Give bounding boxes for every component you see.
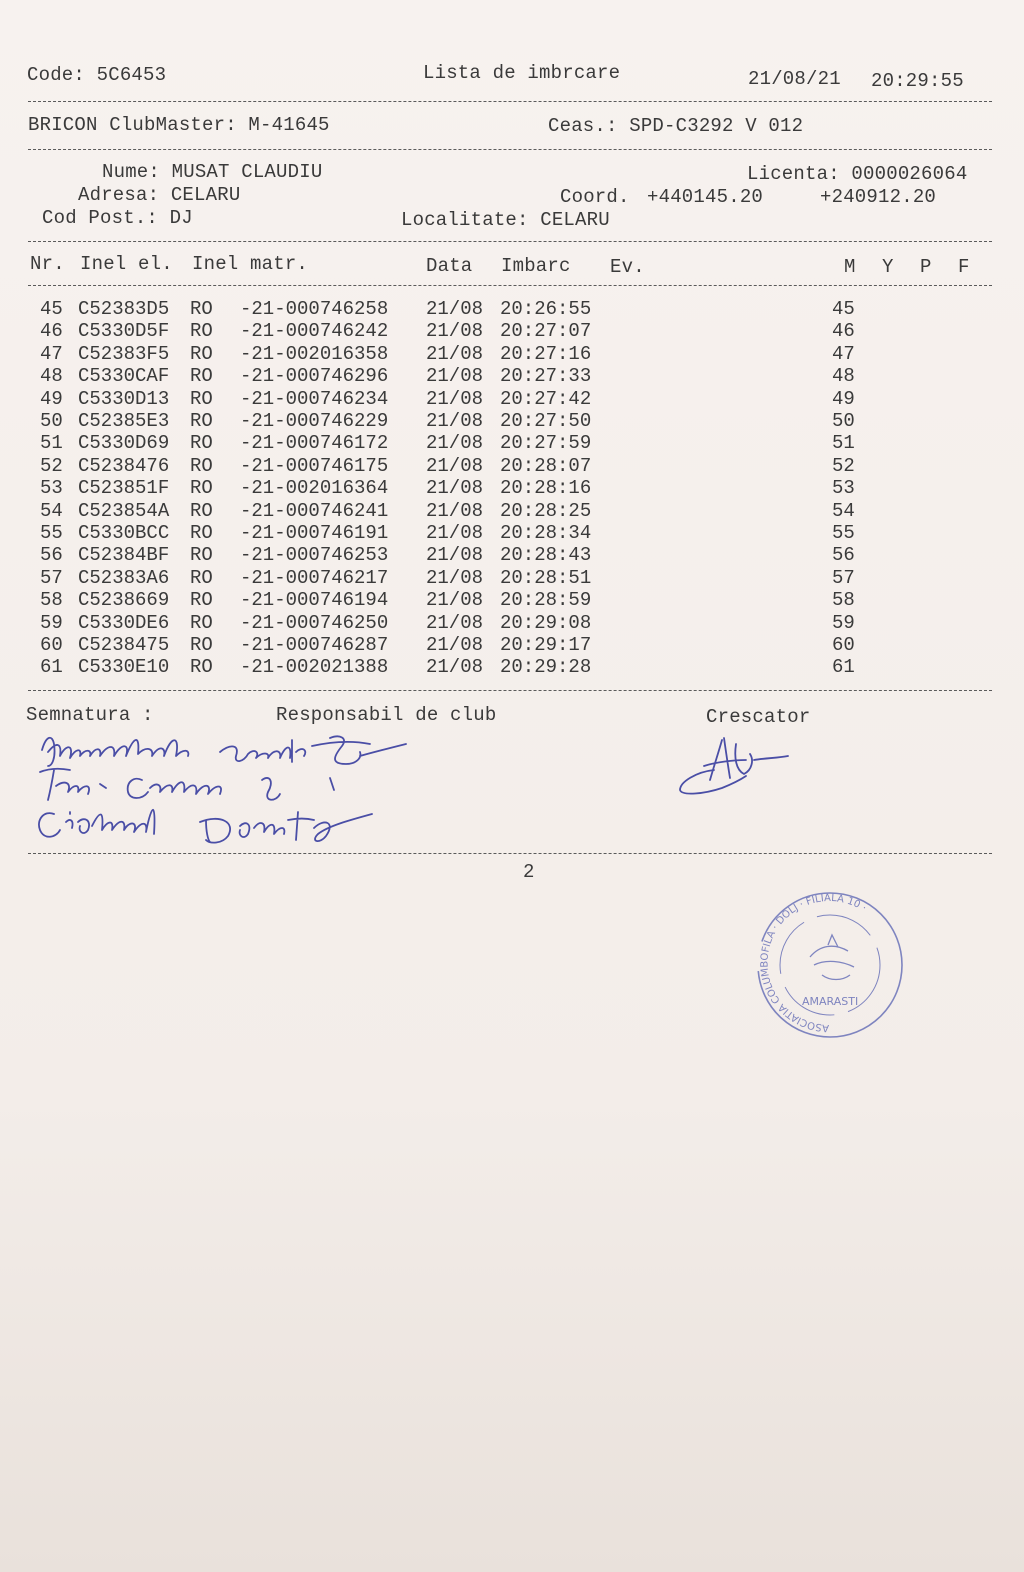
row-country: RO xyxy=(190,477,213,500)
row-date: 21/08 xyxy=(426,634,484,656)
row-inel-matr: -21-000746296 xyxy=(240,365,389,388)
row-country: RO xyxy=(190,499,213,522)
row-m: 61 xyxy=(832,656,855,679)
row-inel-el: C5330D5F xyxy=(78,320,170,343)
row-inel-matr: -21-000746253 xyxy=(240,544,389,567)
row-inel-el: C52383A6 xyxy=(78,566,170,589)
row-nr: 49 xyxy=(40,387,63,410)
row-inel-matr: -21-000746217 xyxy=(240,566,389,589)
row-inel-matr: -21-000746175 xyxy=(240,454,389,477)
row-date: 21/08 xyxy=(426,589,484,612)
divider xyxy=(28,690,992,691)
divider xyxy=(28,285,992,286)
row-time: 20:28:16 xyxy=(500,477,592,500)
table-row xyxy=(0,365,1024,387)
list-title: Lista de imbrcare xyxy=(423,62,621,84)
row-nr: 48 xyxy=(40,365,63,388)
row-time: 20:29:28 xyxy=(500,656,592,679)
breeder-label: Crescator xyxy=(706,706,811,728)
col-imbarc: Imbarc xyxy=(501,255,571,277)
table-row xyxy=(0,320,1024,342)
locality: Localitate: CELARU xyxy=(401,209,610,231)
table-row xyxy=(0,410,1024,432)
row-m: 45 xyxy=(832,298,855,320)
row-inel-matr: -21-000746241 xyxy=(240,499,389,522)
row-time: 20:27:42 xyxy=(500,387,592,410)
table-row xyxy=(0,612,1024,634)
col-inel-el: Inel el. xyxy=(80,253,173,275)
row-time: 20:28:51 xyxy=(500,566,592,589)
row-inel-matr: -21-000746250 xyxy=(240,611,389,634)
svg-text:AMARASTI: AMARASTI xyxy=(802,995,859,1008)
signature-label: Semnatura : xyxy=(26,704,154,726)
row-inel-matr: -21-002016364 xyxy=(240,477,389,500)
club-stamp xyxy=(752,885,907,1045)
row-inel-el: C52383D5 xyxy=(78,298,170,320)
row-inel-matr: -21-002021388 xyxy=(240,656,389,679)
row-m: 48 xyxy=(832,365,855,388)
table-row xyxy=(0,500,1024,522)
row-inel-el: C523851F xyxy=(78,477,170,500)
row-inel-el: C523854A xyxy=(78,499,170,522)
row-nr: 56 xyxy=(40,544,63,567)
row-inel-el: C5238475 xyxy=(78,634,170,656)
row-date: 21/08 xyxy=(426,522,484,544)
row-date: 21/08 xyxy=(426,320,484,343)
club-master: BRICON ClubMaster: M-41645 xyxy=(28,114,330,136)
row-m: 47 xyxy=(832,342,855,365)
row-time: 20:27:50 xyxy=(500,410,592,432)
row-inel-matr: -21-000746191 xyxy=(240,522,389,544)
row-nr: 51 xyxy=(40,432,63,455)
row-date: 21/08 xyxy=(426,410,484,432)
clock-id: Ceas.: SPD-C3292 V 012 xyxy=(548,115,804,137)
row-time: 20:29:08 xyxy=(500,611,592,634)
table-row xyxy=(0,298,1024,320)
row-country: RO xyxy=(190,589,213,612)
print-date: 21/08/21 xyxy=(748,68,841,90)
row-nr: 45 xyxy=(40,298,63,320)
row-country: RO xyxy=(190,634,213,656)
row-inel-el: C5330CAF xyxy=(78,365,170,388)
row-nr: 52 xyxy=(40,454,63,477)
row-time: 20:27:33 xyxy=(500,365,592,388)
row-m: 55 xyxy=(832,522,855,544)
row-time: 20:29:17 xyxy=(500,634,592,656)
row-country: RO xyxy=(190,387,213,410)
row-inel-el: C5330E10 xyxy=(78,656,170,679)
print-time: 20:29:55 xyxy=(871,70,964,92)
col-inel-matr: Inel matr. xyxy=(192,253,309,275)
club-responsible-label: Responsabil de club xyxy=(276,704,497,726)
svg-text:ASOCIATIA COLUMBOFILA · DOLJ ·: ASOCIATIA COLUMBOFILA · DOLJ · FILIALA 10 · xyxy=(759,892,869,1034)
row-nr: 59 xyxy=(40,611,63,634)
row-country: RO xyxy=(190,454,213,477)
row-country: RO xyxy=(190,432,213,455)
row-date: 21/08 xyxy=(426,342,484,365)
table-row xyxy=(0,567,1024,589)
row-date: 21/08 xyxy=(426,432,484,455)
row-inel-el: C5238476 xyxy=(78,454,170,477)
divider xyxy=(28,241,992,242)
row-date: 21/08 xyxy=(426,298,484,320)
row-m: 51 xyxy=(832,432,855,455)
divider xyxy=(28,853,992,854)
col-nr: Nr. xyxy=(30,253,65,275)
table-row xyxy=(0,388,1024,410)
license-number: Licenta: 0000026064 xyxy=(747,163,968,185)
row-date: 21/08 xyxy=(426,544,484,567)
coord-lon: +240912.20 xyxy=(820,186,937,208)
row-time: 20:28:25 xyxy=(500,499,592,522)
table-row xyxy=(0,343,1024,365)
row-nr: 54 xyxy=(40,499,63,522)
table-row xyxy=(0,589,1024,611)
row-country: RO xyxy=(190,342,213,365)
row-nr: 50 xyxy=(40,410,63,432)
row-time: 20:27:59 xyxy=(500,432,592,455)
row-inel-matr: -21-000746287 xyxy=(240,634,389,656)
table-row xyxy=(0,634,1024,656)
table-row xyxy=(0,432,1024,454)
page-number: 2 xyxy=(523,861,535,883)
table-row xyxy=(0,455,1024,477)
coord-label: Coord. xyxy=(560,186,630,208)
row-country: RO xyxy=(190,544,213,567)
row-m: 50 xyxy=(832,410,855,432)
table-row xyxy=(0,477,1024,499)
row-m: 52 xyxy=(832,454,855,477)
row-inel-matr: -21-000746242 xyxy=(240,320,389,343)
row-nr: 61 xyxy=(40,656,63,679)
row-inel-matr: -21-000746234 xyxy=(240,387,389,410)
row-nr: 60 xyxy=(40,634,63,656)
row-time: 20:27:16 xyxy=(500,342,592,365)
row-country: RO xyxy=(190,611,213,634)
row-time: 20:27:07 xyxy=(500,320,592,343)
row-inel-el: C52384BF xyxy=(78,544,170,567)
table-row xyxy=(0,544,1024,566)
row-date: 21/08 xyxy=(426,365,484,388)
row-time: 20:28:34 xyxy=(500,522,592,544)
row-m: 54 xyxy=(832,499,855,522)
row-date: 21/08 xyxy=(426,477,484,500)
row-m: 58 xyxy=(832,589,855,612)
row-country: RO xyxy=(190,320,213,343)
row-m: 53 xyxy=(832,477,855,500)
row-m: 57 xyxy=(832,566,855,589)
row-m: 59 xyxy=(832,611,855,634)
row-inel-el: C5330D13 xyxy=(78,387,170,410)
row-time: 20:28:07 xyxy=(500,454,592,477)
code-label: Code: 5C6453 xyxy=(27,64,167,86)
coord-lat: +440145.20 xyxy=(647,186,764,208)
row-nr: 57 xyxy=(40,566,63,589)
row-date: 21/08 xyxy=(426,454,484,477)
row-inel-el: C5330D69 xyxy=(78,432,170,455)
row-nr: 58 xyxy=(40,589,63,612)
col-f: F xyxy=(958,256,970,278)
row-date: 21/08 xyxy=(426,656,484,679)
col-data: Data xyxy=(426,255,473,277)
divider xyxy=(28,101,992,102)
row-m: 46 xyxy=(832,320,855,343)
row-date: 21/08 xyxy=(426,611,484,634)
row-m: 49 xyxy=(832,387,855,410)
row-country: RO xyxy=(190,522,213,544)
row-inel-matr: -21-000746258 xyxy=(240,298,389,320)
row-inel-el: C5330BCC xyxy=(78,522,170,544)
col-y: Y xyxy=(882,256,894,278)
divider xyxy=(28,149,992,150)
row-m: 56 xyxy=(832,544,855,567)
col-ev: Ev. xyxy=(610,256,645,278)
owner-name: Nume: MUSAT CLAUDIU xyxy=(102,161,323,183)
table-row xyxy=(0,656,1024,678)
row-date: 21/08 xyxy=(426,387,484,410)
row-inel-el: C52383F5 xyxy=(78,342,170,365)
row-time: 20:28:59 xyxy=(500,589,592,612)
row-inel-matr: -21-000746194 xyxy=(240,589,389,612)
row-date: 21/08 xyxy=(426,499,484,522)
col-m: M xyxy=(844,256,856,278)
row-nr: 47 xyxy=(40,342,63,365)
row-country: RO xyxy=(190,365,213,388)
row-inel-el: C5330DE6 xyxy=(78,611,170,634)
row-nr: 55 xyxy=(40,522,63,544)
row-nr: 53 xyxy=(40,477,63,500)
club-signatures xyxy=(30,722,450,857)
row-inel-matr: -21-002016358 xyxy=(240,342,389,365)
row-country: RO xyxy=(190,656,213,679)
breeder-signature xyxy=(674,730,794,800)
row-inel-matr: -21-000746229 xyxy=(240,410,389,432)
owner-address: Adresa: CELARU xyxy=(78,184,241,206)
row-m: 60 xyxy=(832,634,855,656)
row-inel-el: C52385E3 xyxy=(78,410,170,432)
row-inel-el: C5238669 xyxy=(78,589,170,612)
row-country: RO xyxy=(190,566,213,589)
col-p: P xyxy=(920,256,932,278)
row-time: 20:28:43 xyxy=(500,544,592,567)
row-country: RO xyxy=(190,298,213,320)
table-row xyxy=(0,522,1024,544)
row-nr: 46 xyxy=(40,320,63,343)
row-country: RO xyxy=(190,410,213,432)
row-time: 20:26:55 xyxy=(500,298,592,320)
row-date: 21/08 xyxy=(426,566,484,589)
row-inel-matr: -21-000746172 xyxy=(240,432,389,455)
postal-code: Cod Post.: DJ xyxy=(42,207,193,229)
